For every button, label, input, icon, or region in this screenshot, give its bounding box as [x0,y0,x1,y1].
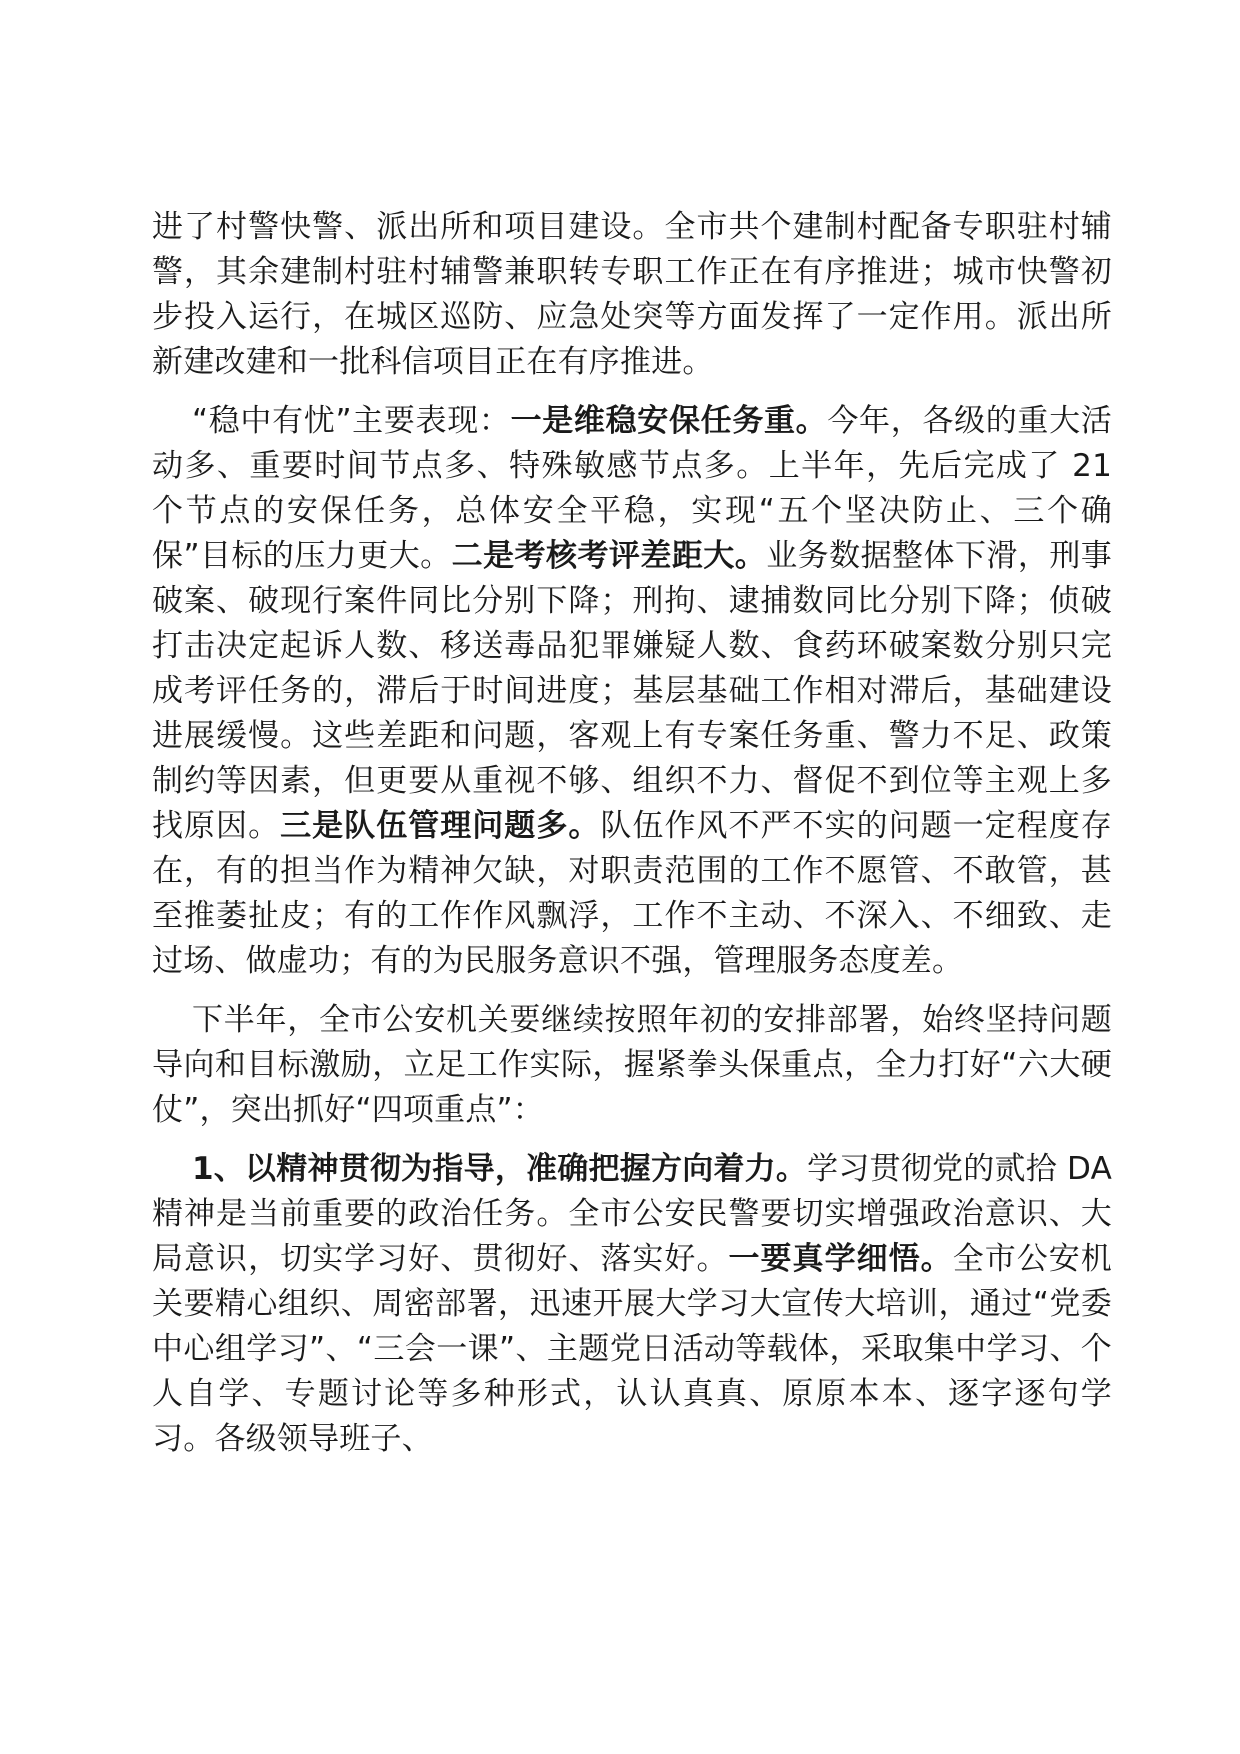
paragraph-3 [152,998,1112,1133]
paragraph-4-heading: 1、以精神贯彻为指导，准确把握方向着力。 [192,1151,808,1187]
paragraph-4 [152,1147,1112,1462]
paragraph-2-point-1-text: 今年，各级的重大活动多、重要时间节点多、特殊敏感节点多。上半年，先后完成了 21 个节点的安保任务，总体安全平稳，实现“五个坚决防止、三个确保”目标的压力更大。 [152,403,1112,574]
paragraph-2-point-3-text: 队伍作风不严不实的问题一定程度存在，有的担当作为精神欠缺，对职责范围的工作不愿管、不敢管，甚至推萎扯皮；有的工作作风飘浮，工作不主动、不深入、不细致、走过场、做虚功；有的为民服务意识不强，管理服务态度差。 [152,808,1112,979]
paragraph-2-point-2-heading: 二是考核考评差距大。 [451,538,767,574]
paragraph-4-text-2: 全市公安机关要精心组织、周密部署，迅速开展大学习大宣传大培训，通过“党委中心组学习”、“三会一课”、主题党日活动等载体，采取集中学习、个人自学、专题讨论等多种形式，认认真真、原原本本、逐字逐句学习。各级领导班子、 [152,1241,1113,1457]
paragraph-1 [152,205,1112,385]
paragraph-2-lead: “稳中有忧”主要表现： [192,403,511,439]
paragraph-2 [152,399,1112,984]
paragraph-1-text: 进了村警快警、派出所和项目建设。全市共个建制村配备专职驻村辅警，其余建制村驻村辅警兼职转专职工作正在有序推进；城市快警初步投入运行，在城区巡防、应急处突等方面发挥了一定作用。派出所新建改建和一批科信项目正在有序推进。 [152,209,1112,380]
paragraph-2-point-1-heading: 一是维稳安保任务重。 [510,403,828,439]
paragraph-4-subheading: 一要真学细悟。 [728,1241,953,1277]
paragraph-3-text: 下半年，全市公安机关要继续按照年初的安排部署，始终坚持问题导向和目标激励，立足工作实际，握紧拳头保重点，全力打好“六大硬仗”，突出抓好“四项重点”： [152,1002,1112,1128]
paragraph-2-point-2-text: 业务数据整体下滑，刑事破案、破现行案件同比分别下降；刑拘、逮捕数同比分别下降；侦破打击决定起诉人数、移送毒品犯罪嫌疑人数、食药环破案数分别只完成考评任务的，滞后于时间进度；基层基础工作相对滞后，基础建设进展缓慢。这些差距和问题，客观上有专案任务重、警力不足、政策制约等因素，但更要从重视不够、组织不力、督促不到位等主观上多找原因。 [152,538,1112,844]
document-page [152,205,1112,1476]
paragraph-2-point-3-heading: 三是队伍管理问题多。 [280,808,601,844]
paragraph-4-text-1: 学习贯彻党的贰拾 DA 精神是当前重要的政治任务。全市公安民警要切实增强政治意识、大局意识，切实学习好、贯彻好、落实好。 [152,1151,1112,1277]
